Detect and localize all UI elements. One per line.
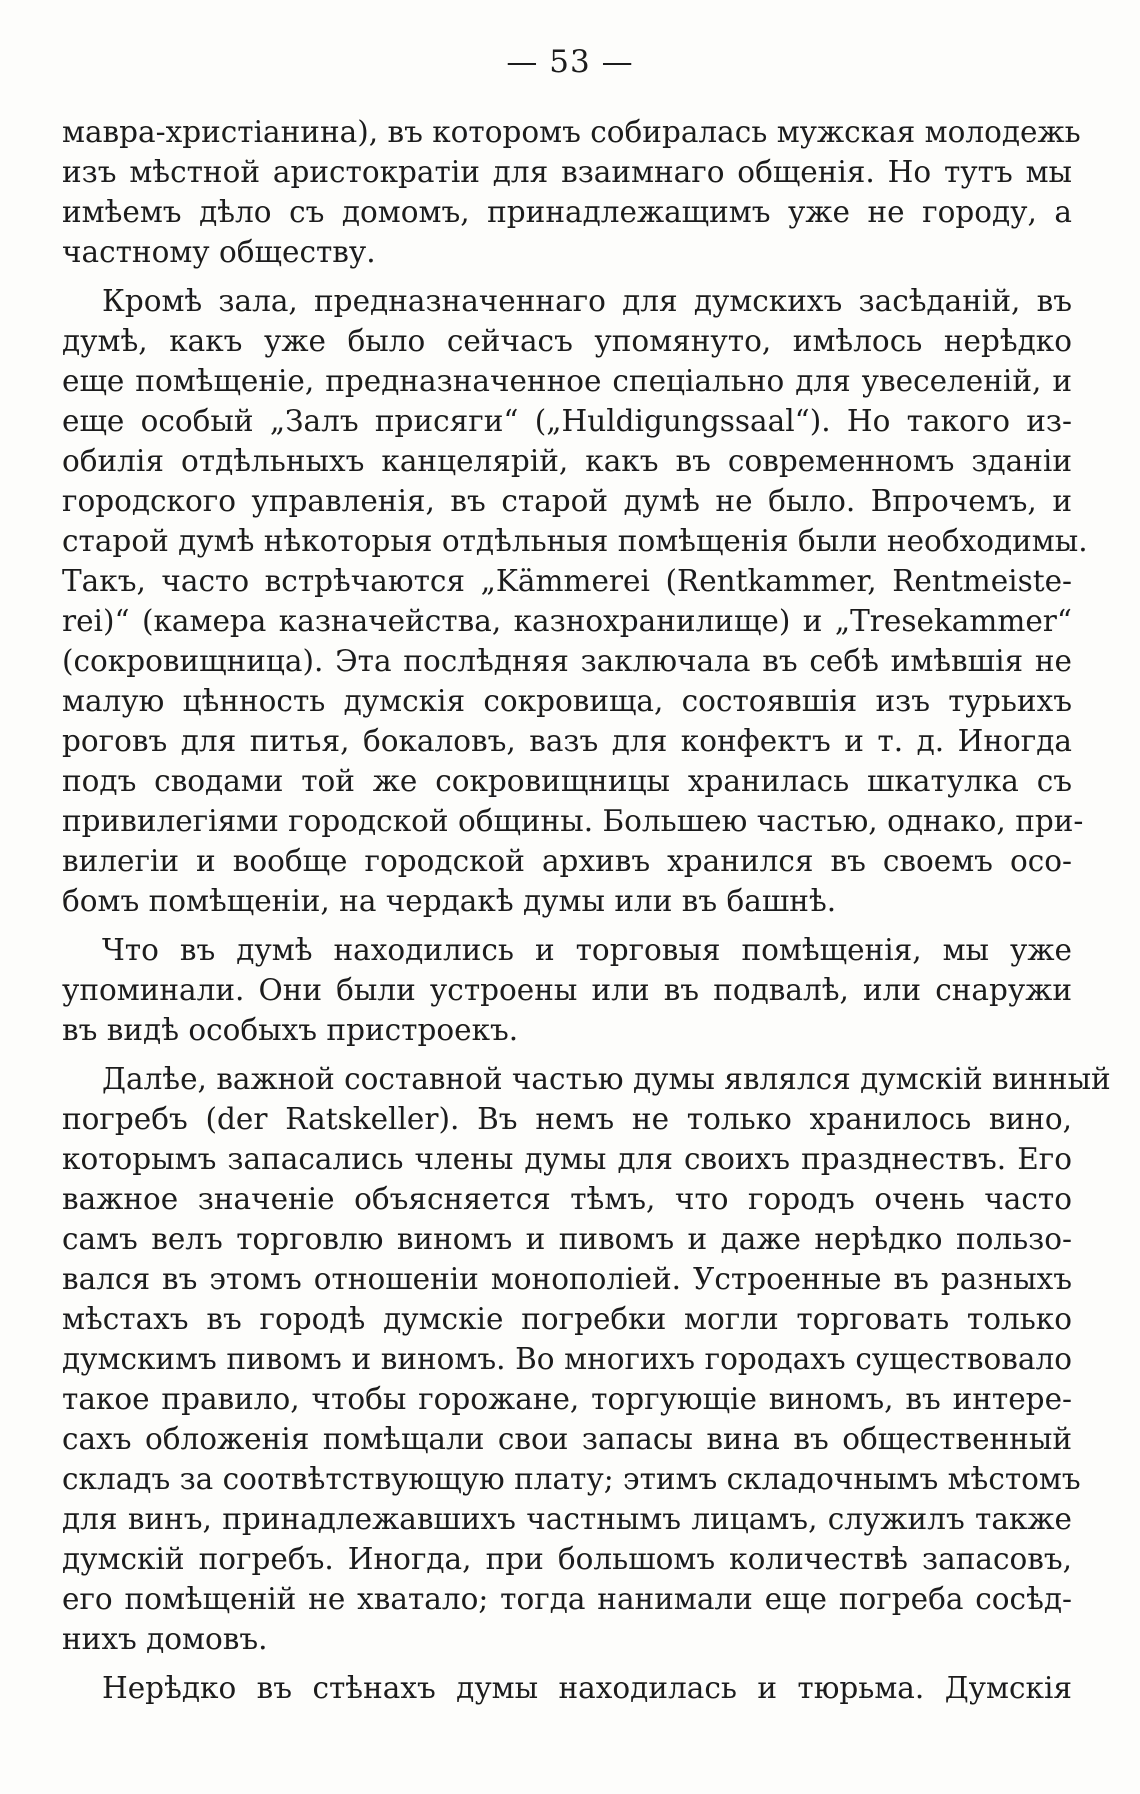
text-line: малую цѣнность думскія сокровища, состоявшія изъ турьихъ: [62, 684, 1072, 718]
text-line: самъ велъ торговлю виномъ и пивомъ и даже нерѣдко пользо-: [62, 1222, 1072, 1256]
text-line: вался въ этомъ отношеніи монополіей. Устроенные въ разныхъ: [62, 1262, 1072, 1296]
text-line: rei)“ (камера казначейства, казнохранилище) и „Tresekammer“: [62, 604, 1072, 638]
text-line: мавра-христіанина), въ которомъ собиралась мужская молодежь: [62, 115, 1081, 149]
text-line: Что въ думѣ находились и торговыя помѣщенія, мы уже: [102, 933, 1072, 967]
text-line: Нерѣдко въ стѣнахъ думы находилась и тюрьма. Думскія: [102, 1671, 1072, 1705]
text-line: (сокровищница). Эта послѣдняя заключала въ себѣ имѣвшія не: [62, 644, 1072, 678]
text-line: Кромѣ зала, предназначеннаго для думскихъ засѣданій, въ: [102, 284, 1072, 318]
text-line: мѣстахъ въ городѣ думскіе погребки могли торговать только: [62, 1302, 1072, 1336]
text-line: частному обществу.: [62, 235, 376, 269]
paragraph: [62, 1668, 1072, 1708]
text-line: думѣ, какъ уже было сейчасъ упомянуто, имѣлось нерѣдко: [62, 324, 1072, 358]
page-number: — 53 —: [506, 44, 634, 80]
text-line: сахъ обложенія помѣщали свои запасы вина въ общественный: [62, 1422, 1072, 1456]
paragraph: [62, 112, 1081, 272]
text-line: привилегіями городской общины. Большею частью, однако, при-: [62, 804, 1084, 838]
text-line: еще помѣщеніе, предназначенное спеціально для увеселеній, и: [62, 364, 1072, 398]
text-line: для винъ, принадлежавшихъ частнымъ лицамъ, служилъ также: [62, 1502, 1072, 1536]
text-line: вилегіи и вообще городской архивъ хранился въ своемъ осо-: [62, 844, 1072, 878]
text-line: обилія отдѣльныхъ канцелярій, какъ въ современномъ зданіи: [62, 444, 1072, 478]
text-line: Далѣе, важной составной частью думы являлся думскій винный: [102, 1062, 1111, 1096]
text-line: бомъ помѣщеніи, на чердакѣ думы или въ башнѣ.: [62, 884, 837, 918]
paragraph: [62, 281, 1088, 921]
text-line: городского управленія, въ старой думѣ не было. Впрочемъ, и: [62, 484, 1072, 518]
text-line: важное значеніе объясняется тѣмъ, что городъ очень часто: [62, 1182, 1072, 1216]
text-line: думскій погребъ. Иногда, при большомъ количествѣ запасовъ,: [62, 1542, 1072, 1576]
text-line: изъ мѣстной аристократіи для взаимнаго общенія. Но тутъ мы: [62, 155, 1072, 189]
paragraph: [62, 930, 1072, 1050]
text-line: его помѣщеній не хватало; тогда нанимали еще погреба сосѣд-: [62, 1582, 1072, 1616]
text-line: Такъ, часто встрѣчаются „Kämmerei (Rentkammer, Rentmeiste-: [62, 564, 1072, 598]
text-line: которымъ запасались члены думы для своихъ празднествъ. Его: [62, 1142, 1072, 1176]
text-line: имѣемъ дѣло съ домомъ, принадлежащимъ уже не городу, а: [62, 195, 1072, 229]
text-line: нихъ домовъ.: [62, 1622, 268, 1656]
text-line: погребъ (der Ratskeller). Въ немъ не только хранилось вино,: [62, 1102, 1072, 1136]
body-text: [62, 112, 1111, 1717]
text-line: подъ сводами той же сокровищницы хранилась шкатулка съ: [62, 764, 1072, 798]
text-line: упоминали. Они были устроены или въ подвалѣ, или снаружи: [62, 973, 1072, 1007]
text-line: складъ за соотвѣтствующую плату; этимъ складочнымъ мѣстомъ: [62, 1462, 1081, 1496]
text-line: старой думѣ нѣкоторыя отдѣльныя помѣщенія были необходимы.: [62, 524, 1088, 558]
text-line: роговъ для питья, бокаловъ, вазъ для конфектъ и т. д. Иногда: [62, 724, 1072, 758]
text-line: еще особый „Залъ присяги“ („Huldigungssaal“). Но такого из-: [62, 404, 1072, 438]
text-line: такое правило, чтобы горожане, торгующіе виномъ, въ интере-: [62, 1382, 1072, 1416]
text-line: въ видѣ особыхъ пристроекъ.: [62, 1013, 519, 1047]
paragraph: [62, 1059, 1111, 1659]
text-line: думскимъ пивомъ и виномъ. Во многихъ городахъ существовало: [62, 1342, 1072, 1376]
